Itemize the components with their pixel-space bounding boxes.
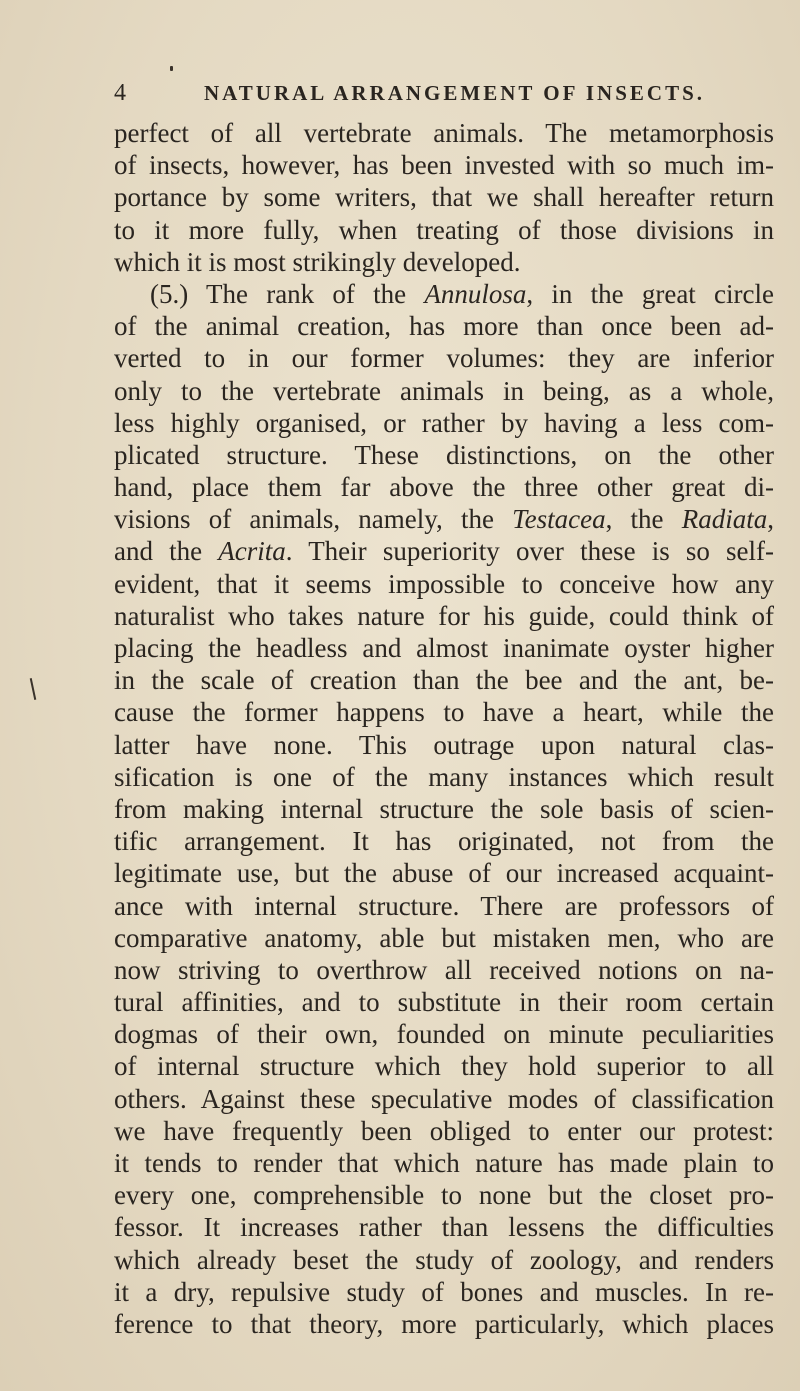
text-line bbox=[114, 503, 774, 535]
text-line: which it is most strikingly developed. bbox=[114, 246, 521, 277]
text-line: tural affinities, and to substitute in their room certain bbox=[114, 987, 774, 1018]
text-line: to it more fully, when treating of those divisions in bbox=[114, 214, 774, 245]
section-lead: (5.) The rank of the bbox=[150, 278, 425, 309]
text-line bbox=[114, 535, 774, 567]
text-line bbox=[114, 278, 774, 310]
taxon-acrita: Acrita bbox=[218, 536, 286, 567]
line-start: and the bbox=[114, 536, 219, 567]
text-line: ference to that theory, more particularly, which places bbox=[114, 1308, 774, 1339]
line-rest: , in the great circle bbox=[526, 278, 774, 309]
text-line: perfect of all vertebrate animals. The metamorphosis bbox=[114, 118, 774, 148]
text-line: every one, comprehensible to none but the closet pro- bbox=[114, 1180, 774, 1211]
page-number: 4 bbox=[114, 80, 126, 106]
text-line: dogmas of their own, founded on minute peculiarities bbox=[114, 1019, 774, 1050]
text-line: legitimate use, but the abuse of our increased acquaint- bbox=[114, 858, 774, 889]
text-line: it tends to render that which nature has made plain to bbox=[114, 1148, 774, 1178]
text-line: it a dry, repulsive study of bones and muscles. In re- bbox=[114, 1276, 774, 1307]
ink-speck bbox=[170, 66, 173, 71]
text-line: fessor. It increases rather than lessens the difficulties bbox=[114, 1212, 774, 1243]
text-line: from making internal structure the sole basis of scien- bbox=[114, 793, 774, 824]
text-line: of internal structure which they hold superior to all bbox=[114, 1051, 774, 1082]
text-line: hand, place them far above the three other great di- bbox=[114, 472, 774, 503]
text-line: comparative anatomy, able but mistaken men, who are bbox=[114, 922, 774, 953]
line-end: , bbox=[767, 504, 774, 535]
text-line: portance by some writers, that we shall hereafter return bbox=[114, 182, 774, 213]
text-line: only to the vertebrate animals in being, as a whole, bbox=[114, 375, 774, 406]
line-mid: , the bbox=[605, 504, 682, 535]
text-line: of the animal creation, has more than once been ad- bbox=[114, 311, 774, 342]
text-line: placing the headless and almost inanimate oyster higher bbox=[114, 633, 774, 663]
text-line: sification is one of the many instances which result bbox=[114, 761, 774, 792]
line-start: visions of animals, namely, the bbox=[114, 504, 513, 535]
taxon-testacea: Testacea bbox=[512, 504, 606, 535]
text-line: ance with internal structure. There are professors of bbox=[114, 890, 774, 921]
text-line: others. Against these speculative modes of classification bbox=[114, 1083, 774, 1114]
text-line: which already beset the study of zoology, and renders bbox=[114, 1244, 774, 1275]
line-end: . Their superiority over these is so self- bbox=[285, 536, 774, 567]
text-line: cause the former happens to have a heart, while the bbox=[114, 697, 774, 728]
text-line: evident, that it seems impossible to conceive how any bbox=[114, 568, 774, 599]
text-line: of insects, however, has been invested with so much im- bbox=[114, 150, 774, 181]
body-text bbox=[114, 117, 774, 1340]
taxon-radiata: Radiata bbox=[681, 504, 768, 535]
running-head bbox=[114, 76, 770, 110]
text-line: now striving to overthrow all received notions on na- bbox=[114, 954, 774, 985]
running-title: NATURAL ARRANGEMENT OF INSECTS. bbox=[204, 81, 706, 105]
margin-pencil-mark bbox=[30, 678, 37, 700]
text-line: we have frequently been obliged to enter our protest: bbox=[114, 1115, 774, 1146]
text-line: verted to in our former volumes: they are inferior bbox=[114, 343, 774, 374]
text-line: latter have none. This outrage upon natural clas- bbox=[114, 729, 774, 760]
text-line: naturalist who takes nature for his guide, could think of bbox=[114, 600, 774, 631]
text-line: in the scale of creation than the bee and the ant, be- bbox=[114, 665, 774, 696]
text-line: tific arrangement. It has originated, not from the bbox=[114, 826, 774, 857]
text-line: plicated structure. These distinctions, on the other bbox=[114, 439, 774, 470]
text-line: less highly organised, or rather by having a less com- bbox=[114, 407, 774, 438]
taxon-annulosa: Annulosa bbox=[424, 278, 527, 309]
